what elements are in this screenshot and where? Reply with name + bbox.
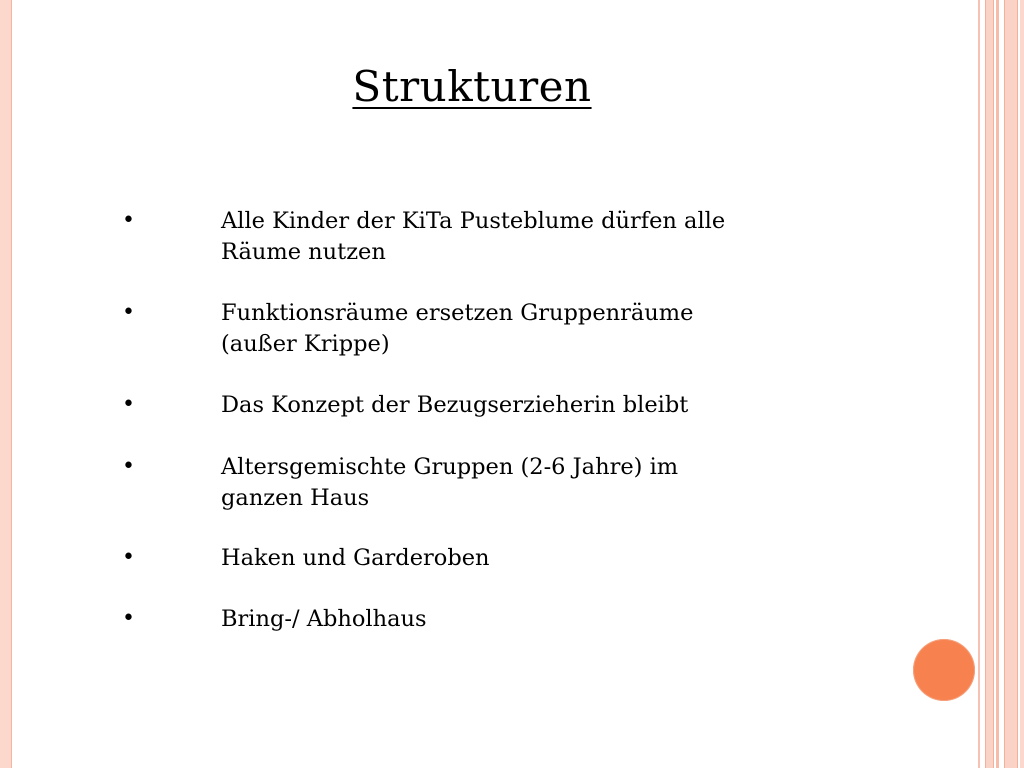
bullet-dot: •	[122, 454, 135, 479]
right-stripe-decoration	[1004, 0, 1018, 768]
bullet-line: Alle Kinder der KiTa Pusteblume dürfen alle	[221, 208, 726, 234]
bullet-line: Haken und Garderoben	[221, 545, 490, 571]
bullet-line: Funktionsräume ersetzen Gruppenräume	[221, 300, 694, 326]
bullet-text	[221, 543, 791, 574]
orange-circle-decoration	[913, 639, 975, 701]
bullet-dot: •	[122, 208, 135, 233]
bullet-text	[221, 206, 791, 267]
bullet-line: Altersgemischte Gruppen (2-6 Jahre) im	[221, 454, 679, 480]
bullet-line: Bring-/ Abholhaus	[221, 606, 427, 632]
bullet-line: (außer Krippe)	[221, 330, 390, 357]
right-stripe-decoration	[1020, 0, 1024, 768]
bullet-text	[221, 452, 791, 513]
right-stripe-decoration	[978, 0, 980, 768]
right-stripe-decoration	[996, 0, 999, 768]
bullet-dot: •	[122, 606, 135, 631]
bullet-dot: •	[122, 300, 135, 325]
bullet-text	[221, 390, 791, 421]
bullet-text	[221, 604, 791, 635]
bullet-dot: •	[122, 392, 135, 417]
bullet-line: ganzen Haus	[221, 484, 370, 511]
bullet-text	[221, 298, 791, 359]
bullet-line: Das Konzept der Bezugserzieherin bleibt	[221, 392, 689, 418]
slide-title: Strukturen	[352, 62, 592, 111]
right-stripe-decoration	[985, 0, 994, 768]
bullet-line: Räume nutzen	[221, 238, 386, 265]
bullet-dot: •	[122, 545, 135, 570]
